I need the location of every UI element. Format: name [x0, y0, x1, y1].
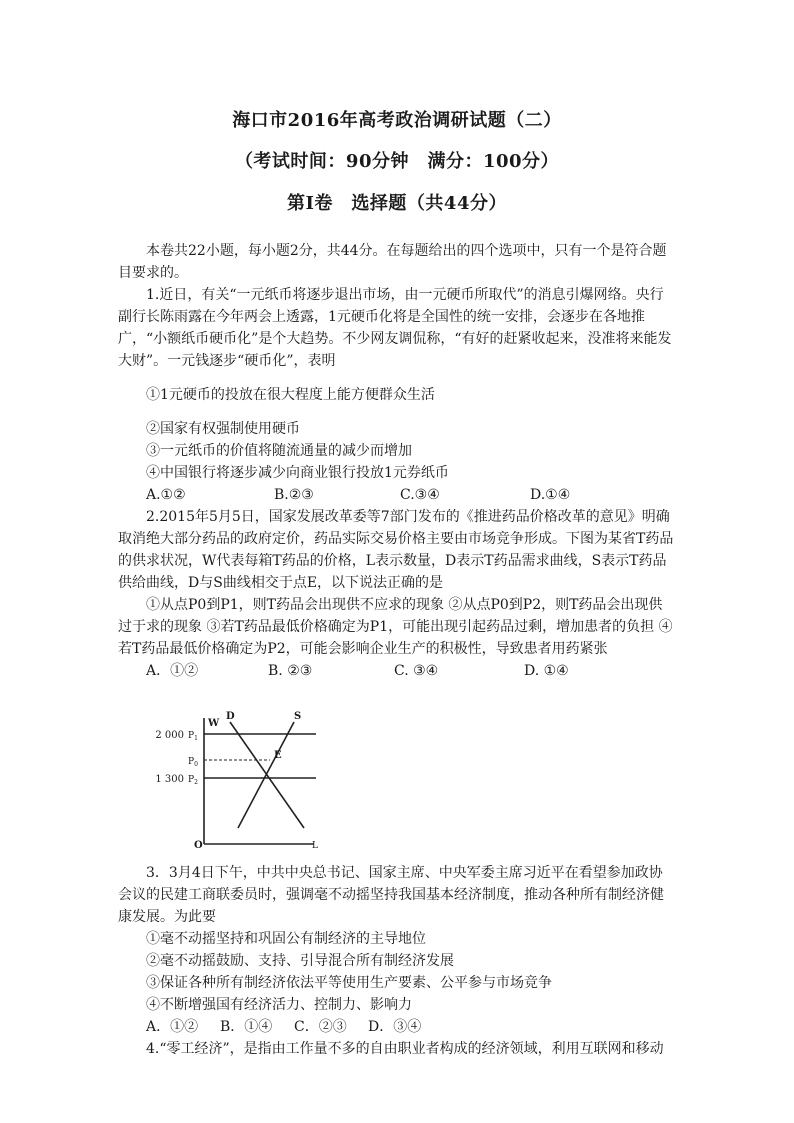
exam-title: 海口市2016年高考政治调研试题（二） — [232, 110, 562, 131]
price-label-p1: $P_1$ — [188, 731, 198, 742]
question-1-stem: 1.近日，有关“一元纸币将逐步退出市场，由一元硬币所取代”的消息引爆网络。央行副行长陈雨露在今年两会上透露，1元硬币化将是全国性的统一安排，会逐步在各地推广，“小额纸币硬币化”是个大趋势。不少网友调侃称，“有好的赶紧收起来，没准将来能发大财”。一元钱逐步“硬币化”，表明 — [118, 287, 672, 369]
price-label-p2: $P_2$ — [188, 775, 198, 786]
question-1-option-1: ①1元硬币的投放在很大程度上能方便群众生活 — [146, 387, 435, 403]
question-1-answer-d: D.①④ — [530, 487, 571, 503]
question-3-answer-b: B．①④ — [220, 1019, 273, 1035]
question-2-stem: 2.2015年5月5日，国家发展改革委等7部门发布的《推进药品价格改革的意见》明确取消绝大部分药品的政府定价，药品实际交易价格主要由市场竞争形成。下图为某省T药品的供求状况，W代表每箱T药品的价格，L表示数量，D表示T药品需求曲线，S表示T药品供给曲线，D与S曲线相交于点E，以下说法正确的是 — [118, 509, 674, 591]
exam-subtitle: （考试时间：90分钟 满分：100分） — [234, 151, 560, 172]
exam-content — [118, 240, 674, 1060]
supply-demand-chart-container — [118, 710, 674, 850]
question-1-answer-a: A.①② — [146, 487, 186, 503]
question-2-answer-a: A．①② — [146, 663, 199, 679]
question-3-answer-d: D．③④ — [368, 1019, 422, 1035]
question-4-stem: 4.“零工经济”，是指由工作量不多的自由职业者构成的经济领域，利用互联网和移动 — [146, 1041, 664, 1057]
intro-text: 本卷共22小题，每小题2分，共44分。在每题给出的四个选项中，只有一个是符合题目要求的。 — [118, 243, 667, 281]
question-1-answer-c: C.③④ — [400, 487, 440, 503]
question-3-option-1: ①毫不动摇坚持和巩固公有制经济的主导地位 — [146, 931, 426, 947]
question-2-answer-c: C. ③④ — [394, 663, 439, 679]
supply-demand-chart — [118, 710, 674, 850]
question-1-option-3: ③一元纸币的价值将随流通量的减少而增加 — [146, 443, 412, 459]
question-2-answer-b: B. ②③ — [268, 663, 313, 679]
question-3-answers — [118, 1016, 674, 1038]
price-value-p2: 1 300 — [155, 774, 184, 785]
question-1-option-2: ②国家有权强制使用硬币 — [146, 421, 300, 437]
question-2-answers — [118, 660, 674, 682]
demand-curve — [230, 722, 304, 828]
price-label-p0: $P_0$ — [188, 757, 198, 768]
equilibrium-label: E — [274, 750, 282, 761]
supply-curve-label: S — [294, 711, 302, 722]
question-2-answer-d: D. ①④ — [524, 663, 569, 679]
x-axis-label: L — [312, 841, 318, 850]
demand-curve-label: D — [226, 711, 235, 722]
section-title: 第Ⅰ卷 选择题（共44分） — [287, 193, 507, 214]
question-2-statements: ①从点P0到P1，则T药品会出现供不应求的现象 ②从点P0到P2，则T药品会出现供过于求的现象 ③若T药品最低价格确定为P1，可能出现引起药品过剩，增加患者的负担 ④若T药品最低价格确定为P2，可能会影响企业生产的积极性，导致患者用药紧张 — [118, 597, 673, 657]
question-1-answers — [118, 484, 674, 506]
question-3-answer-c: C．②③ — [294, 1019, 347, 1035]
question-3-stem: 3．3月4日下午，中共中央总书记、国家主席、中央军委主席习近平在看望参加政协会议的民建工商联委员时，强调毫不动摇坚持我国基本经济制度，推动各种所有制经济健康发展。为此要 — [118, 865, 664, 925]
y-axis-label: W — [208, 718, 220, 729]
price-value-p1: 2 000 — [155, 730, 184, 741]
question-3-answer-a: A．①② — [146, 1019, 199, 1035]
question-1-answer-b: B.②③ — [274, 487, 314, 503]
question-3-option-2: ②毫不动摇鼓励、支持、引导混合所有制经济发展 — [146, 953, 454, 969]
question-1-option-4: ④中国银行将逐步减少向商业银行投放1元券纸币 — [146, 465, 449, 481]
question-3-option-3: ③保证各种所有制经济依法平等使用生产要素、公平参与市场竞争 — [146, 975, 552, 991]
question-3-option-4: ④不断增强国有经济活力、控制力、影响力 — [146, 997, 412, 1013]
supply-curve — [238, 722, 294, 828]
origin-label: O — [194, 840, 203, 850]
